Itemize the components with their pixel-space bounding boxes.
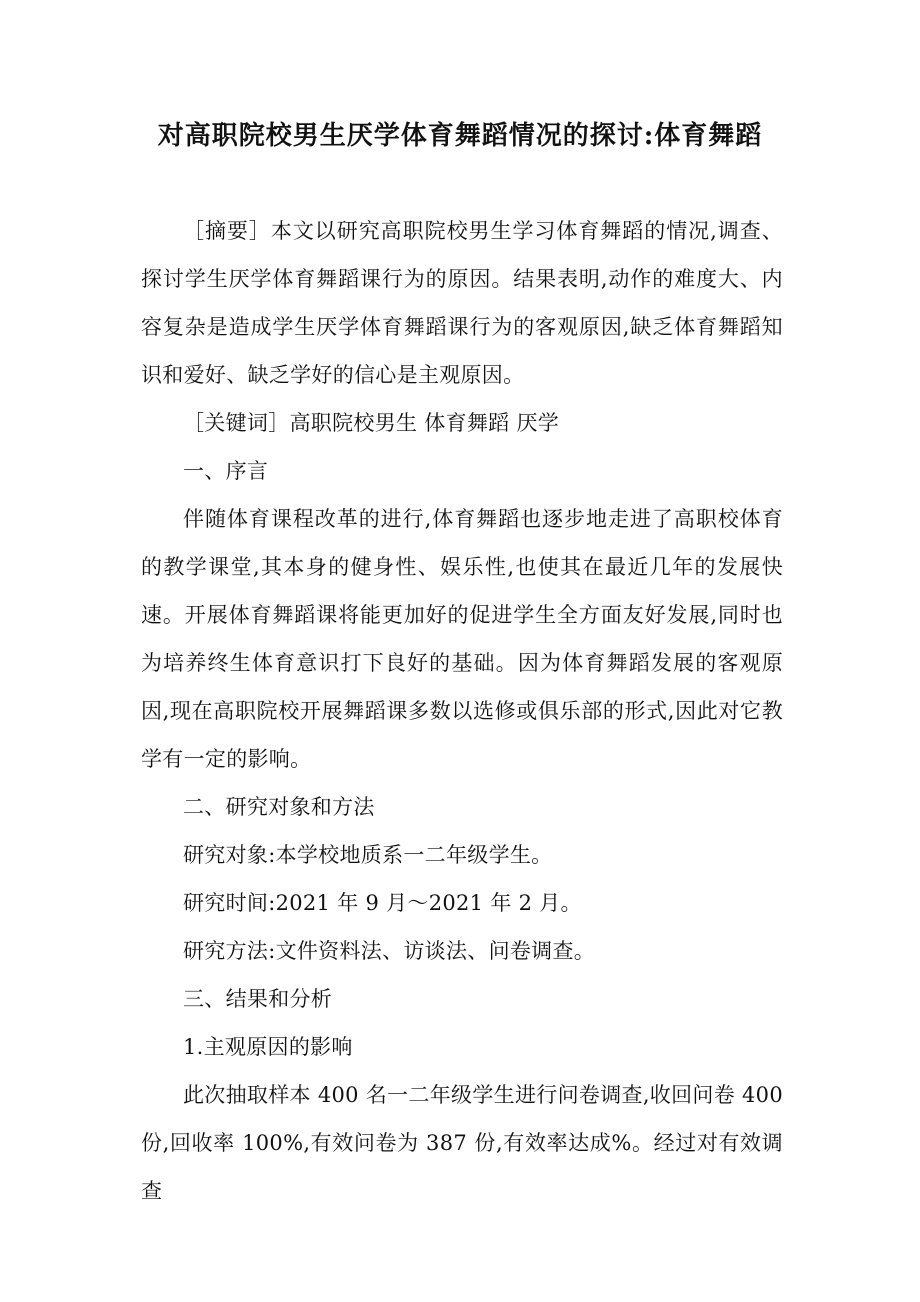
abstract-paragraph: ［摘要］本文以研究高职院校男生学习体育舞蹈的情况,调查、探讨学生厌学体育舞蹈课行为的原因。结果表明,动作的难度大、内容复杂是造成学生厌学体育舞蹈课行为的客观原因,缺乏体育舞蹈知识和爱好、缺乏学好的信心是主观原因。	[141, 219, 783, 387]
introduction-paragraph: 伴随体育课程改革的进行,体育舞蹈也逐步地走进了高职校体育的教学课堂,其本身的健身性、娱乐性,也使其在最近几年的发展快速。开展体育舞蹈课将能更加好的促进学生全方面友好发展,同时也为培养终生体育意识打下良好的基础。因为体育舞蹈发展的客观原因,现在高职院校开展舞蹈课多数以选修或俱乐部的形式,因此对它教学有一定的影响。	[141, 507, 783, 771]
section-heading-subjects-methods: 二、研究对象和方法	[183, 795, 375, 819]
document-body	[141, 207, 783, 1215]
research-methods-line: 研究方法:文件资料法、访谈法、问卷调查。	[183, 939, 596, 963]
document-title: 对高职院校男生厌学体育舞蹈情况的探讨:体育舞蹈	[157, 121, 763, 151]
research-subjects-line: 研究对象:本学校地质系一二年级学生。	[183, 843, 553, 867]
survey-paragraph: 此次抽取样本 400 名一二年级学生进行问卷调查,收回问卷 400 份,回收率 100%,有效问卷为 387 份,有效率达成%。经过对有效调查	[141, 1083, 783, 1203]
keywords-paragraph: ［关键词］高职院校男生 体育舞蹈 厌学	[183, 411, 560, 435]
section-heading-results: 三、结果和分析	[183, 987, 333, 1011]
research-time-line: 研究时间:2021 年 9 月～2021 年 2 月。	[183, 891, 582, 915]
subsection-heading-subjective: 1.主观原因的影响	[183, 1035, 353, 1059]
section-heading-introduction: 一、序言	[183, 459, 269, 483]
